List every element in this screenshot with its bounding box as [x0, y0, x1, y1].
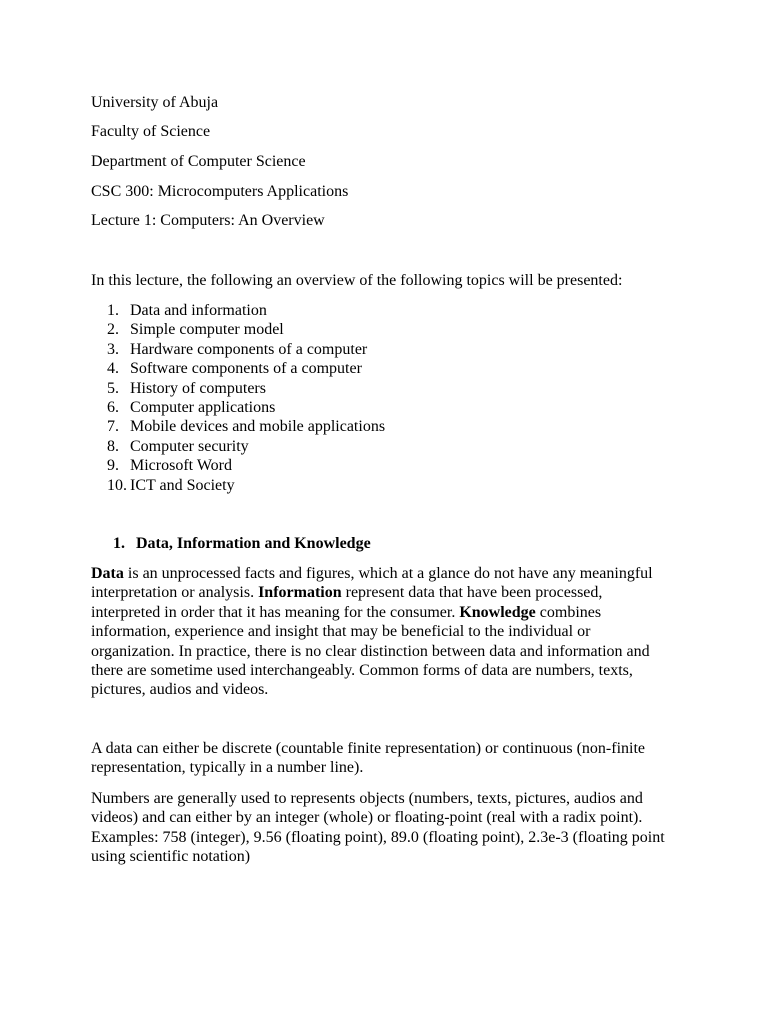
knowledge-term: Knowledge: [459, 603, 536, 621]
paragraph-text: pictures, audios and videos.: [91, 681, 269, 699]
definitions-paragraph: [91, 564, 681, 700]
information-term: Information: [258, 584, 342, 602]
university-name: University of Abuja: [91, 94, 219, 111]
lecture-title: Lecture 1: Computers: An Overview: [91, 212, 325, 229]
list-item-label: Mobile devices and mobile applications: [130, 418, 386, 436]
paragraph-text: Numbers are generally used to represents objects (numbers, texts, pictures, audios and: [91, 790, 643, 807]
section-title: Data, Information and Knowledge: [136, 535, 371, 552]
list-item-label: ICT and Society: [130, 476, 235, 494]
paragraph-text: A data can either be discrete (countable finite representation) or continuous (non-finite: [91, 740, 646, 757]
paragraph-text: information, experience and insight that may be beneficial to the individual or: [91, 623, 591, 641]
section-heading: [113, 534, 371, 554]
paragraph-text: organization. In practice, there is no clear distinction between data and information and: [91, 642, 650, 660]
numbers-paragraph: [91, 789, 681, 867]
list-item-number: 9.: [107, 457, 119, 475]
section-number: 1.: [113, 535, 125, 552]
list-item-number: 7.: [107, 418, 119, 436]
list-item-number: 3.: [107, 340, 119, 358]
paragraph-text: represent data that have been processed,: [341, 584, 603, 602]
faculty-name: Faculty of Science: [91, 123, 211, 140]
list-item-number: 10.: [107, 476, 127, 494]
paragraph-text: Examples: 758 (integer), 9.56 (floating point), 89.0 (floating point), 2.3e-3 (floating point: [91, 828, 665, 846]
list-item-label: Data and information: [130, 302, 267, 319]
list-item: [91, 417, 385, 436]
course-title: CSC 300: Microcomputers Applications: [91, 183, 349, 200]
paragraph-text: there are sometime used interchangeably. Common forms of data are numbers, texts,: [91, 661, 633, 679]
list-item-label: Software components of a computer: [130, 360, 362, 378]
list-item-label: Computer applications: [130, 398, 276, 416]
intro-text: In this lecture, the following an overview of the following topics will be presented:: [91, 272, 623, 289]
list-item: [91, 340, 385, 359]
list-item: [91, 301, 385, 320]
paragraph-text: using scientific notation): [91, 848, 251, 866]
paragraph-text: combines: [535, 603, 602, 621]
list-item: [91, 476, 385, 495]
list-item: [91, 359, 385, 378]
paragraph-text: is an unprocessed facts and figures, which at a glance do not have any meaningful: [123, 565, 653, 582]
discrete-continuous-paragraph: [91, 739, 681, 778]
list-item: [91, 379, 385, 398]
list-item-number: 2.: [107, 321, 119, 339]
list-item: [91, 437, 385, 456]
paragraph-text: representation, typically in a number line).: [91, 759, 364, 777]
list-item-number: 6.: [107, 398, 119, 416]
list-item-number: 5.: [107, 379, 119, 397]
paragraph-text: videos) and can either by an integer (whole) or floating-point (real with a radix point).: [91, 809, 643, 827]
list-item-number: 4.: [107, 360, 119, 378]
list-item: [91, 398, 385, 417]
list-item-number: 1.: [107, 302, 119, 319]
topics-list: [91, 301, 385, 495]
list-item: [91, 456, 385, 475]
list-item-label: Microsoft Word: [130, 457, 232, 475]
paragraph-text: interpretation or analysis.: [91, 584, 259, 602]
list-item-label: Simple computer model: [130, 321, 284, 339]
data-term: Data: [91, 565, 124, 582]
list-item-number: 8.: [107, 437, 119, 455]
list-item: [91, 320, 385, 339]
list-item-label: Computer security: [130, 437, 249, 455]
list-item-label: History of computers: [130, 379, 266, 397]
list-item-label: Hardware components of a computer: [130, 340, 368, 358]
paragraph-text: interpreted in order that it has meaning for the consumer.: [91, 603, 460, 621]
department-name: Department of Computer Science: [91, 153, 306, 170]
